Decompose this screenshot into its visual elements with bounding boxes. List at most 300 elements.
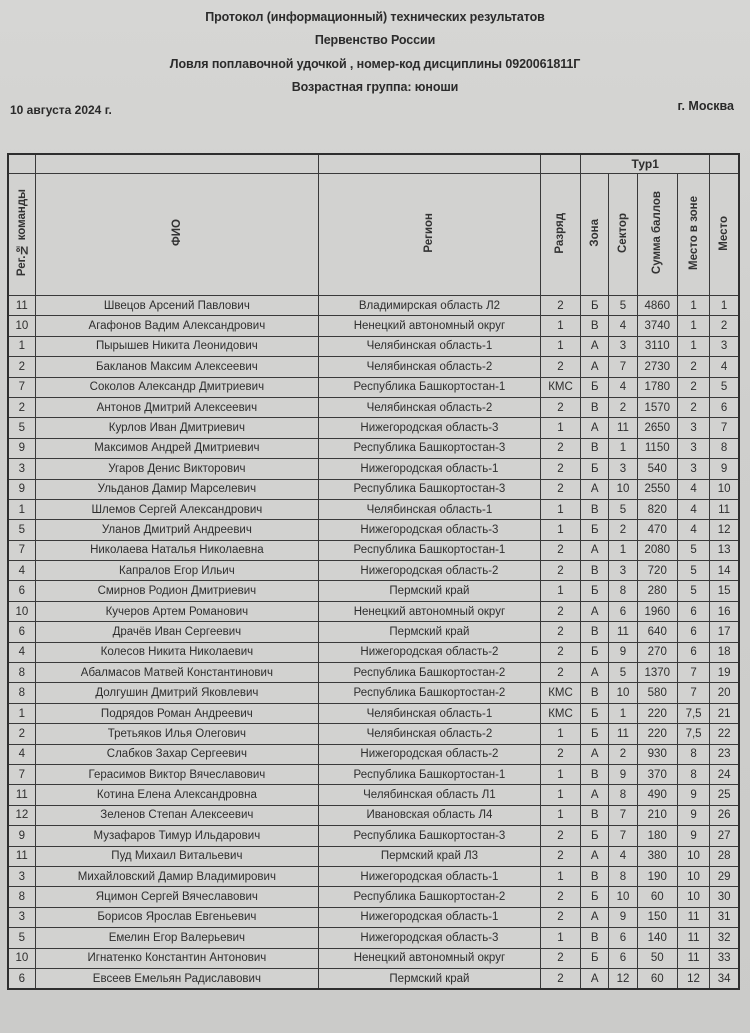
cell-reg: 9 [8,438,35,458]
cell-sector: 6 [609,948,637,968]
cell-score: 540 [637,459,677,479]
cell-zone: А [581,785,609,805]
cell-sector: 4 [609,846,637,866]
cell-rank: 2 [540,846,580,866]
cell-sector: 2 [609,397,637,417]
cell-reg: 8 [8,887,35,907]
cell-score: 820 [637,499,677,519]
cell-region: Ивановская область Л4 [319,805,541,825]
cell-rank: 2 [540,968,580,989]
cell-zone: В [581,683,609,703]
cell-place: 18 [710,642,739,662]
col-header-place: Место [710,174,739,296]
cell-name: Подрядов Роман Андреевич [35,703,318,723]
table-row [8,438,739,458]
table-row [8,397,739,417]
cell-reg: 6 [8,968,35,989]
cell-zone: Б [581,520,609,540]
cell-reg: 3 [8,866,35,886]
age-group: Возрастная группа: юноши [291,80,459,94]
cell-name: Пуд Михаил Витальевич [35,846,318,866]
cell-score: 60 [637,887,677,907]
cell-score: 4860 [637,296,677,316]
cell-score: 3740 [637,316,677,336]
cell-name: Шлемов Сергей Александрович [35,499,318,519]
header-empty-cell [319,154,541,174]
cell-place: 4 [710,357,739,377]
cell-region: Челябинская область-2 [319,724,541,744]
cell-zone: Б [581,724,609,744]
cell-zone: А [581,336,609,356]
cell-score: 1780 [637,377,677,397]
cell-zone: В [581,438,609,458]
cell-sector: 1 [609,540,637,560]
cell-reg: 2 [8,357,35,377]
cell-place: 2 [710,316,739,336]
cell-name: Зеленов Степан Алексеевич [35,805,318,825]
cell-region: Нижегородская область-2 [319,561,541,581]
cell-score: 1960 [637,601,677,621]
cell-rank: 1 [540,805,580,825]
table-row [8,948,739,968]
cell-sector: 6 [609,601,637,621]
cell-name: Третьяков Илья Олегович [35,724,318,744]
cell-region: Челябинская область-1 [319,336,541,356]
cell-zone-place: 2 [677,357,709,377]
table-row [8,581,739,601]
col-header-region: Регион [319,174,541,296]
cell-rank: 2 [540,642,580,662]
cell-sector: 10 [609,887,637,907]
header-empty-cell [35,154,318,174]
table-row [8,907,739,927]
cell-zone: А [581,540,609,560]
cell-score: 190 [637,866,677,886]
cell-name: Соколов Александр Дмитриевич [35,377,318,397]
table-row [8,805,739,825]
cell-zone-place: 9 [677,785,709,805]
cell-rank: 1 [540,499,580,519]
cell-reg: 1 [8,336,35,356]
table-row [8,724,739,744]
col-header-score: Сумма баллов [637,174,677,296]
cell-rank: 2 [540,907,580,927]
cell-place: 8 [710,438,739,458]
cell-score: 1370 [637,663,677,683]
header-empty-cell [710,154,739,174]
cell-place: 25 [710,785,739,805]
cell-zone-place: 10 [677,846,709,866]
cell-sector: 2 [609,744,637,764]
cell-sector: 3 [609,459,637,479]
cell-rank: 1 [540,928,580,948]
header-empty-cell [540,154,580,174]
col-header-zone: Зона [581,174,609,296]
table-row [8,540,739,560]
cell-sector: 9 [609,907,637,927]
table-row [8,336,739,356]
cell-place: 33 [710,948,739,968]
cell-reg: 8 [8,663,35,683]
cell-place: 9 [710,459,739,479]
cell-region: Нижегородская область-1 [319,459,541,479]
cell-place: 3 [710,336,739,356]
cell-reg: 10 [8,601,35,621]
cell-rank: 2 [540,397,580,417]
cell-place: 32 [710,928,739,948]
cell-zone-place: 5 [677,581,709,601]
cell-score: 210 [637,805,677,825]
table-row [8,499,739,519]
cell-score: 930 [637,744,677,764]
cell-region: Ненецкий автономный округ [319,601,541,621]
cell-zone-place: 4 [677,479,709,499]
cell-zone: А [581,479,609,499]
table-row [8,683,739,703]
cell-zone: Б [581,296,609,316]
cell-rank: КМС [540,377,580,397]
cell-region: Челябинская область-2 [319,397,541,417]
cell-region: Челябинская область-1 [319,499,541,519]
cell-zone-place: 7 [677,663,709,683]
col-header-rank: Разряд [540,174,580,296]
cell-rank: 1 [540,866,580,886]
cell-name: Швецов Арсений Павлович [35,296,318,316]
cell-region: Нижегородская область-3 [319,928,541,948]
cell-rank: 1 [540,316,580,336]
cell-name: Музафаров Тимур Ильдарович [35,826,318,846]
cell-score: 2080 [637,540,677,560]
cell-name: Игнатенко Константин Антонович [35,948,318,968]
cell-rank: 2 [540,479,580,499]
cell-rank: 1 [540,581,580,601]
cell-name: Колесов Никита Николаевич [35,642,318,662]
table-row [8,418,739,438]
cell-place: 26 [710,805,739,825]
cell-place: 27 [710,826,739,846]
cell-score: 150 [637,907,677,927]
table-row [8,744,739,764]
cell-region: Челябинская область Л1 [319,785,541,805]
cell-place: 29 [710,866,739,886]
cell-score: 720 [637,561,677,581]
cell-zone: А [581,907,609,927]
cell-rank: 2 [540,663,580,683]
cell-sector: 7 [609,805,637,825]
cell-name: Яцимон Сергей Вячеславович [35,887,318,907]
cell-place: 19 [710,663,739,683]
cell-name: Михайловский Дамир Владимирович [35,866,318,886]
cell-region: Республика Башкортостан-2 [319,887,541,907]
cell-reg: 7 [8,377,35,397]
cell-zone: А [581,846,609,866]
cell-zone: Б [581,581,609,601]
cell-region: Нижегородская область-3 [319,520,541,540]
cell-reg: 7 [8,540,35,560]
cell-zone-place: 1 [677,296,709,316]
cell-zone: В [581,622,609,642]
cell-region: Республика Башкортостан-3 [319,438,541,458]
cell-region: Республика Башкортостан-1 [319,540,541,560]
cell-zone-place: 5 [677,540,709,560]
round-header: Тур1 [581,154,710,174]
cell-region: Ненецкий автономный округ [319,316,541,336]
cell-reg: 5 [8,928,35,948]
cell-sector: 1 [609,703,637,723]
cell-place: 12 [710,520,739,540]
cell-reg: 10 [8,316,35,336]
cell-score: 470 [637,520,677,540]
cell-reg: 1 [8,703,35,723]
cell-zone: В [581,928,609,948]
cell-name: Кучеров Артем Романович [35,601,318,621]
cell-zone-place: 6 [677,642,709,662]
cell-region: Пермский край [319,581,541,601]
table-row [8,928,739,948]
cell-reg: 2 [8,724,35,744]
cell-name: Капралов Егор Ильич [35,561,318,581]
document-title: Протокол (информационный) технических результатов [205,10,545,24]
cell-name: Угаров Денис Викторович [35,459,318,479]
cell-region: Челябинская область-2 [319,357,541,377]
cell-sector: 10 [609,479,637,499]
cell-sector: 3 [609,336,637,356]
cell-reg: 5 [8,520,35,540]
cell-name: Николаева Наталья Николаевна [35,540,318,560]
cell-sector: 11 [609,418,637,438]
cell-region: Пермский край Л3 [319,846,541,866]
table-row [8,377,739,397]
table-row [8,785,739,805]
cell-sector: 10 [609,683,637,703]
cell-rank: 2 [540,887,580,907]
cell-score: 220 [637,724,677,744]
cell-name: Максимов Андрей Дмитриевич [35,438,318,458]
results-body [8,296,739,990]
cell-zone: А [581,357,609,377]
cell-sector: 9 [609,642,637,662]
cell-rank: 2 [540,296,580,316]
cell-region: Республика Башкортостан-2 [319,663,541,683]
cell-zone-place: 7,5 [677,724,709,744]
cell-name: Котина Елена Александровна [35,785,318,805]
cell-reg: 9 [8,826,35,846]
cell-place: 1 [710,296,739,316]
table-row [8,866,739,886]
cell-score: 140 [637,928,677,948]
cell-rank: 2 [540,826,580,846]
cell-rank: 2 [540,459,580,479]
cell-name: Слабков Захар Сергеевич [35,744,318,764]
table-row [8,968,739,989]
cell-region: Владимирская область Л2 [319,296,541,316]
table-row [8,764,739,784]
cell-sector: 8 [609,785,637,805]
table-row [8,601,739,621]
cell-zone-place: 11 [677,928,709,948]
cell-score: 280 [637,581,677,601]
cell-sector: 6 [609,928,637,948]
cell-reg: 8 [8,683,35,703]
cell-place: 28 [710,846,739,866]
cell-score: 2550 [637,479,677,499]
cell-name: Антонов Дмитрий Алексеевич [35,397,318,417]
cell-rank: 1 [540,520,580,540]
cell-reg: 2 [8,397,35,417]
header-group-row [8,154,739,174]
cell-place: 22 [710,724,739,744]
cell-zone-place: 2 [677,397,709,417]
cell-zone-place: 10 [677,887,709,907]
cell-zone: Б [581,948,609,968]
table-row [8,663,739,683]
cell-zone: Б [581,377,609,397]
cell-score: 490 [637,785,677,805]
table-row [8,826,739,846]
cell-reg: 11 [8,296,35,316]
cell-zone-place: 4 [677,520,709,540]
cell-rank: 1 [540,764,580,784]
cell-sector: 7 [609,357,637,377]
cell-reg: 3 [8,459,35,479]
cell-name: Герасимов Виктор Вячеславович [35,764,318,784]
cell-sector: 5 [609,663,637,683]
cell-zone: В [581,805,609,825]
cell-score: 2730 [637,357,677,377]
cell-place: 21 [710,703,739,723]
cell-sector: 7 [609,826,637,846]
cell-zone-place: 1 [677,336,709,356]
cell-reg: 6 [8,622,35,642]
cell-rank: 2 [540,948,580,968]
table-row [8,561,739,581]
cell-region: Нижегородская область-3 [319,418,541,438]
cell-zone-place: 1 [677,316,709,336]
cell-name: Агафонов Вадим Александрович [35,316,318,336]
table-row [8,316,739,336]
cell-place: 13 [710,540,739,560]
table-row [8,459,739,479]
cell-zone-place: 12 [677,968,709,989]
cell-score: 270 [637,642,677,662]
cell-score: 1150 [637,438,677,458]
cell-place: 24 [710,764,739,784]
cell-name: Пырышев Никита Леонидович [35,336,318,356]
cell-sector: 2 [609,520,637,540]
cell-score: 60 [637,968,677,989]
cell-reg: 1 [8,499,35,519]
cell-region: Республика Башкортостан-1 [319,377,541,397]
cell-name: Бакланов Максим Алексеевич [35,357,318,377]
cell-reg: 4 [8,744,35,764]
table-row [8,622,739,642]
cell-region: Челябинская область-1 [319,703,541,723]
cell-rank: 1 [540,336,580,356]
cell-zone: Б [581,459,609,479]
table-row [8,479,739,499]
cell-zone: В [581,316,609,336]
cell-zone-place: 6 [677,601,709,621]
cell-name: Уланов Дмитрий Андреевич [35,520,318,540]
cell-reg: 4 [8,642,35,662]
cell-zone-place: 7,5 [677,703,709,723]
cell-region: Республика Башкортостан-2 [319,683,541,703]
cell-score: 2650 [637,418,677,438]
results-table [7,153,740,990]
cell-sector: 4 [609,316,637,336]
cell-rank: 1 [540,724,580,744]
cell-region: Нижегородская область-1 [319,866,541,886]
cell-place: 6 [710,397,739,417]
cell-zone-place: 5 [677,561,709,581]
cell-reg: 5 [8,418,35,438]
cell-rank: 2 [540,357,580,377]
cell-zone-place: 4 [677,499,709,519]
cell-place: 16 [710,601,739,621]
cell-rank: КМС [540,703,580,723]
cell-reg: 11 [8,785,35,805]
cell-name: Смирнов Родион Дмитриевич [35,581,318,601]
cell-zone-place: 9 [677,805,709,825]
cell-sector: 9 [609,764,637,784]
header-empty-cell [8,154,35,174]
cell-rank: 2 [540,561,580,581]
col-header-name: ФИО [35,174,318,296]
cell-rank: КМС [540,683,580,703]
cell-region: Нижегородская область-1 [319,907,541,927]
cell-zone-place: 11 [677,907,709,927]
discipline-line: Ловля поплавочной удочкой , номер-код дисциплины 0920061811Г [169,57,581,71]
table-row [8,846,739,866]
table-row [8,296,739,316]
cell-region: Нижегородская область-2 [319,744,541,764]
cell-zone: В [581,764,609,784]
cell-zone-place: 2 [677,377,709,397]
cell-rank: 2 [540,438,580,458]
cell-score: 640 [637,622,677,642]
cell-zone-place: 10 [677,866,709,886]
cell-rank: 2 [540,601,580,621]
cell-reg: 7 [8,764,35,784]
cell-place: 23 [710,744,739,764]
cell-reg: 4 [8,561,35,581]
cell-reg: 6 [8,581,35,601]
cell-region: Ненецкий автономный округ [319,948,541,968]
cell-zone: В [581,866,609,886]
cell-rank: 2 [540,744,580,764]
cell-sector: 8 [609,581,637,601]
cell-zone: Б [581,642,609,662]
cell-zone: Б [581,703,609,723]
cell-score: 50 [637,948,677,968]
cell-zone-place: 7 [677,683,709,703]
cell-score: 1570 [637,397,677,417]
cell-place: 11 [710,499,739,519]
cell-name: Курлов Иван Дмитриевич [35,418,318,438]
cell-place: 34 [710,968,739,989]
cell-name: Ульданов Дамир Марселевич [35,479,318,499]
header-row [8,174,739,296]
cell-zone-place: 6 [677,622,709,642]
cell-zone-place: 9 [677,826,709,846]
cell-score: 580 [637,683,677,703]
cell-rank: 2 [540,540,580,560]
cell-score: 220 [637,703,677,723]
cell-zone-place: 3 [677,438,709,458]
cell-rank: 1 [540,785,580,805]
cell-place: 30 [710,887,739,907]
cell-zone: В [581,499,609,519]
